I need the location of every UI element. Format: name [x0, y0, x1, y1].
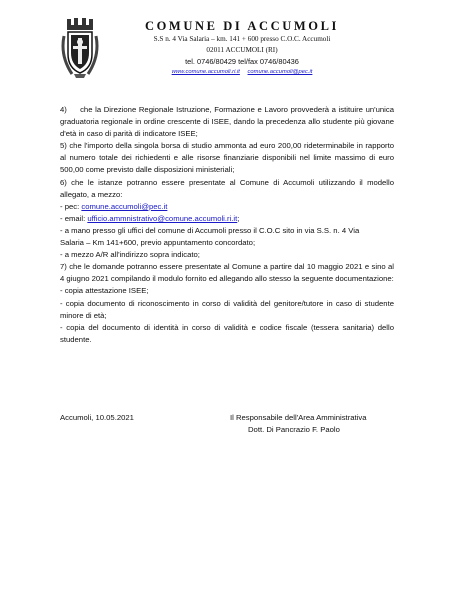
municipality-title: COMUNE DI ACCUMOLI [144, 19, 340, 33]
email-prefix: - email: [60, 213, 88, 223]
website-link[interactable]: www.comune.accumoli.ri.it [171, 69, 240, 75]
paragraph-4: 4) che la Direzione Regionale Istruzione, Formazione e Lavoro provvederà a istituire un'unica graduatoria regionale in ordine crescente di ISEE, dando la precedenza allo studente più giovane d'età in caso di parità di indicatore ISEE; [60, 105, 394, 139]
hand-delivery-line-2: Salaria – Km 141+600, previo appuntamento concordato; [60, 238, 256, 248]
paragraph-7: 7) che le domande potranno essere presentate al Comune a partire dal 10 maggio 2021 e sino al 4 giugno 2021 compilando il modulo fornito ed allegando allo stesso la seguente documentazione: [60, 262, 394, 284]
signer-name: Dott. Di Pancrazio F. Paolo [248, 425, 340, 435]
doc-item-student-id: - copia del documento di identità in corso di validità e codice fiscale (tessera sanitaria) dello studente. [60, 322, 394, 344]
doc-item-isee: - copia attestazione ISEE; [60, 286, 149, 296]
mail-line: - a mezzo A/R all'indirizzo sopra indicato; [60, 250, 200, 260]
place-date: Accumoli, 10.05.2021 [60, 413, 134, 422]
pec-email-link[interactable]: comune.accumoli@pec.it [81, 201, 168, 211]
document-body [60, 104, 394, 346]
address-line: S.S n. 4 Via Salaria – km. 141 + 600 presso C.O.C. Accumoli [153, 35, 331, 43]
city-line: 02011 ACCUMOLI (RI) [206, 46, 278, 54]
hand-delivery-line-1: - a mano presso gli uffici del comune di Accumoli presso il C.O.C sito in via S.S. n. 4 Via [60, 225, 360, 235]
phone-line: tel. 0746/80429 tel/fax 0746/80436 [185, 57, 299, 66]
contact-links [108, 67, 376, 77]
signature-block [230, 412, 400, 436]
coat-of-arms-logo [60, 16, 100, 80]
pec-prefix: - pec: [60, 201, 82, 211]
email-address-link[interactable]: ufficio.ammnistrativo@comune.accumoli.ri.it [87, 213, 238, 223]
doc-item-guardian-id: - copia documento di riconoscimento in corso di validità del genitore/tutore in caso di studente minore di età; [60, 298, 394, 320]
signer-role: Il Responsabile dell'Area Amministrativa [230, 413, 367, 422]
email-suffix: ; [237, 213, 240, 223]
pec-link[interactable]: comune.accumoli@pec.it [247, 69, 313, 75]
paragraph-5: 5) che l'importo della singola borsa di studio ammonta ad euro 200,00 rideterminabile in rapporto al numero totale dei richiedenti e alle risorse finanziarie disponibili nel limite massimo di euro 500,00 come previsto dalle disposizioni ministeriali; [60, 141, 394, 175]
pec-line [60, 201, 394, 213]
paragraph-6: 6) che le istanze potranno essere presentate al Comune di Accumoli utilizzando il modello allegato, a mezzo: [60, 177, 394, 199]
letterhead [108, 18, 376, 77]
email-line [60, 213, 394, 225]
